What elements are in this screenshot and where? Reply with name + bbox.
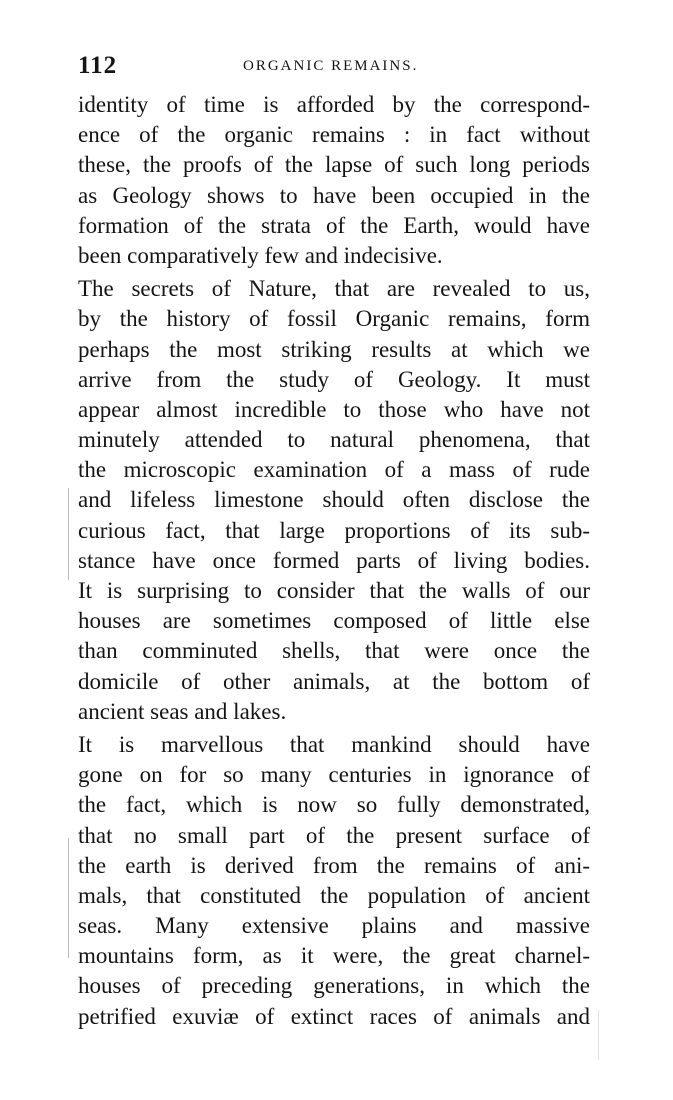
- text-line: than comminuted shells, that were once the: [78, 638, 590, 664]
- running-head: [78, 52, 598, 82]
- text-line: been comparatively few and indecisive.: [78, 242, 443, 268]
- text-line: formation of the strata of the Earth, would have: [78, 212, 590, 238]
- text-line: these, the proofs of the lapse of such long periods: [78, 152, 590, 178]
- text-line: houses of preceding generations, in which the: [78, 973, 590, 999]
- text-line: petrified exuviæ of extinct races of animals and: [78, 1003, 590, 1029]
- text-line: appear almost incredible to those who have not: [78, 396, 590, 422]
- paragraph-2: [78, 274, 590, 727]
- text-line: mountains form, as it were, the great charnel-: [78, 943, 590, 969]
- text-line: the microscopic examination of a mass of rude: [78, 457, 590, 483]
- text-line: It is marvellous that mankind should have: [78, 731, 590, 757]
- text-line: the earth is derived from the remains of ani-: [78, 852, 590, 878]
- text-line: seas. Many extensive plains and massive: [78, 913, 590, 939]
- text-line: as Geology shows to have been occupied in the: [78, 182, 590, 208]
- text-line: arrive from the study of Geology. It must: [78, 366, 590, 392]
- text-line: curious fact, that large proportions of its sub-: [78, 517, 590, 543]
- text-line: perhaps the most striking results at which we: [78, 336, 590, 362]
- paragraph-3: [78, 730, 590, 1032]
- margin-scan-mark: [68, 838, 69, 958]
- margin-scan-mark: [68, 488, 69, 580]
- text-line: ancient seas and lakes.: [78, 698, 287, 724]
- text-line: It is surprising to consider that the walls of our: [78, 578, 590, 603]
- text-line: that no small part of the present surface of: [78, 822, 590, 848]
- text-line: and lifeless limestone should often disclose the: [78, 487, 590, 513]
- text-line: The secrets of Nature, that are revealed to us,: [78, 276, 590, 302]
- text-line: minutely attended to natural phenomena, that: [78, 427, 590, 453]
- edge-scan-mark: [598, 1010, 599, 1060]
- body-text: [78, 90, 590, 1032]
- text-line: domicile of other animals, at the bottom of: [78, 668, 590, 694]
- text-line: gone on for so many centuries in ignorance of: [78, 762, 590, 788]
- running-title: ORGANIC REMAINS.: [243, 58, 419, 74]
- text-line: stance have once formed parts of living bodies.: [78, 547, 590, 573]
- text-line: identity of time is afforded by the correspond-: [78, 92, 590, 117]
- text-line: houses are sometimes composed of little else: [78, 608, 590, 634]
- page-number: 112: [78, 52, 118, 79]
- text-line: by the history of fossil Organic remains, form: [78, 306, 590, 332]
- text-line: the fact, which is now so fully demonstrated,: [78, 792, 590, 818]
- text-line: mals, that constituted the population of ancient: [78, 882, 590, 908]
- paragraph-1: [78, 90, 590, 271]
- text-line: ence of the organic remains : in fact without: [78, 122, 590, 148]
